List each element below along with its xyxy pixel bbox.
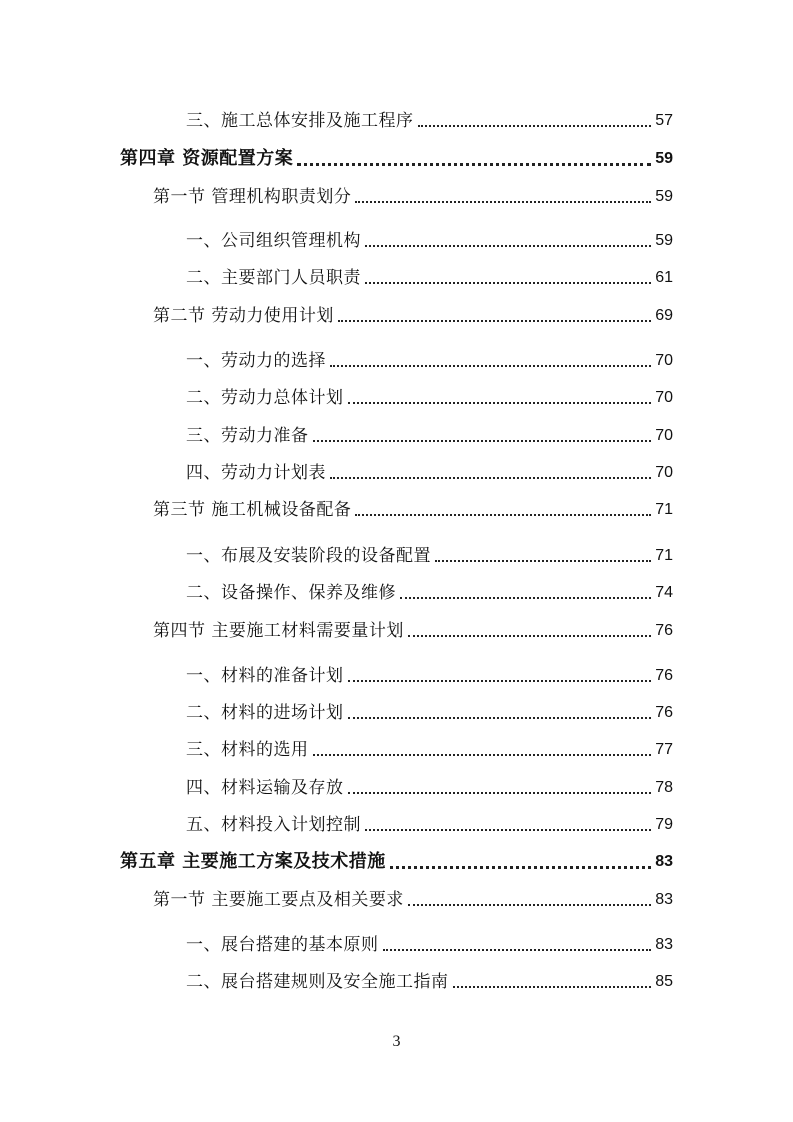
- toc-page-number: 59: [655, 150, 673, 167]
- toc-section-title: 第三节 施工机械设备配备: [153, 500, 352, 520]
- toc-entry[interactable]: [0, 578, 793, 604]
- toc-entry-title: 二、主要部门人员职责: [186, 268, 361, 288]
- toc-entry[interactable]: [0, 930, 793, 956]
- toc-entry[interactable]: [0, 735, 793, 761]
- toc-page-number: 59: [655, 188, 673, 205]
- dot-leader: [330, 477, 651, 479]
- dot-leader: [313, 440, 652, 442]
- toc-entry-title: 三、施工总体安排及施工程序: [186, 111, 414, 131]
- toc-entry-title: 三、材料的选用: [186, 740, 309, 760]
- dot-leader: [338, 320, 651, 322]
- dot-leader: [348, 402, 652, 404]
- toc-chapter-entry[interactable]: [0, 144, 793, 170]
- toc-page-number: 71: [655, 501, 673, 518]
- dot-leader: [355, 514, 651, 516]
- dot-leader: [390, 866, 651, 869]
- toc-page-number: 70: [655, 427, 673, 444]
- toc-entry-title: 一、劳动力的选择: [186, 351, 326, 371]
- toc-page-number: 71: [655, 547, 673, 564]
- toc-entry-title: 四、材料运输及存放: [186, 778, 344, 798]
- toc-page-number: 70: [655, 352, 673, 369]
- toc-section-entry[interactable]: [0, 885, 793, 911]
- toc-page-number: 78: [655, 779, 673, 796]
- toc-entry[interactable]: [0, 226, 793, 252]
- toc-section-title: 第一节 主要施工要点及相关要求: [153, 890, 404, 910]
- toc-entry-title: 二、设备操作、保养及维修: [186, 583, 396, 603]
- toc-page-number: 70: [655, 389, 673, 406]
- dot-leader: [365, 282, 651, 284]
- toc-page-number: 79: [655, 816, 673, 833]
- toc-section-entry[interactable]: [0, 182, 793, 208]
- toc-entry-title: 四、劳动力计划表: [186, 463, 326, 483]
- dot-leader: [400, 597, 651, 599]
- dot-leader: [348, 680, 652, 682]
- toc-chapter-entry[interactable]: [0, 847, 793, 873]
- dot-leader: [297, 163, 651, 166]
- toc-page-number: 85: [655, 973, 673, 990]
- toc-entry-title: 二、材料的进场计划: [186, 703, 344, 723]
- toc-page-number: 83: [655, 936, 673, 953]
- toc-entry[interactable]: [0, 541, 793, 567]
- dot-leader: [418, 125, 652, 127]
- toc-entry[interactable]: [0, 458, 793, 484]
- toc-entry-title: 一、布展及安装阶段的设备配置: [186, 546, 431, 566]
- toc-entry[interactable]: [0, 810, 793, 836]
- toc-entry-title: 一、展台搭建的基本原则: [186, 935, 379, 955]
- toc-entry[interactable]: [0, 698, 793, 724]
- dot-leader: [348, 792, 652, 794]
- dot-leader: [348, 717, 652, 719]
- toc-page-number: 70: [655, 464, 673, 481]
- dot-leader: [330, 365, 651, 367]
- page-number-footer: 3: [392, 1033, 401, 1050]
- toc-entry[interactable]: [0, 106, 793, 132]
- toc-entry[interactable]: [0, 421, 793, 447]
- toc-section-title: 第二节 劳动力使用计划: [153, 306, 334, 326]
- toc-page-number: 77: [655, 741, 673, 758]
- toc-chapter-title: 第五章 主要施工方案及技术措施: [120, 851, 386, 872]
- toc-entry-title: 二、劳动力总体计划: [186, 388, 344, 408]
- toc-page-number: 69: [655, 307, 673, 324]
- toc-page-number: 59: [655, 232, 673, 249]
- toc-entry[interactable]: [0, 661, 793, 687]
- dot-leader: [355, 201, 651, 203]
- toc-section-entry[interactable]: [0, 616, 793, 642]
- toc-entry[interactable]: [0, 383, 793, 409]
- toc-chapter-title: 第四章 资源配置方案: [120, 148, 294, 169]
- toc-entry[interactable]: [0, 773, 793, 799]
- toc-page-number: 76: [655, 667, 673, 684]
- toc-page-number: 57: [655, 112, 673, 129]
- dot-leader: [365, 245, 651, 247]
- toc-section-entry[interactable]: [0, 495, 793, 521]
- toc-section-entry[interactable]: [0, 301, 793, 327]
- toc-page-number: 74: [655, 584, 673, 601]
- toc-entry-title: 一、公司组织管理机构: [186, 231, 361, 251]
- toc-section-title: 第一节 管理机构职责划分: [153, 187, 352, 207]
- dot-leader: [453, 986, 652, 988]
- toc-entry-title: 三、劳动力准备: [186, 426, 309, 446]
- toc-entry[interactable]: [0, 346, 793, 372]
- toc-entry[interactable]: [0, 263, 793, 289]
- toc-page-number: 61: [655, 269, 673, 286]
- toc-entry[interactable]: [0, 967, 793, 993]
- toc-page-number: 83: [655, 891, 673, 908]
- toc-page-number: 76: [655, 622, 673, 639]
- toc-entry-title: 五、材料投入计划控制: [186, 815, 361, 835]
- toc-entry-title: 二、展台搭建规则及安全施工指南: [186, 972, 449, 992]
- dot-leader: [408, 904, 651, 906]
- toc-entry-title: 一、材料的准备计划: [186, 666, 344, 686]
- dot-leader: [383, 949, 652, 951]
- toc-page-number: 76: [655, 704, 673, 721]
- toc-page-number: 83: [655, 853, 673, 870]
- toc-section-title: 第四节 主要施工材料需要量计划: [153, 621, 404, 641]
- dot-leader: [313, 754, 652, 756]
- dot-leader: [365, 829, 651, 831]
- dot-leader: [435, 560, 651, 562]
- dot-leader: [408, 635, 651, 637]
